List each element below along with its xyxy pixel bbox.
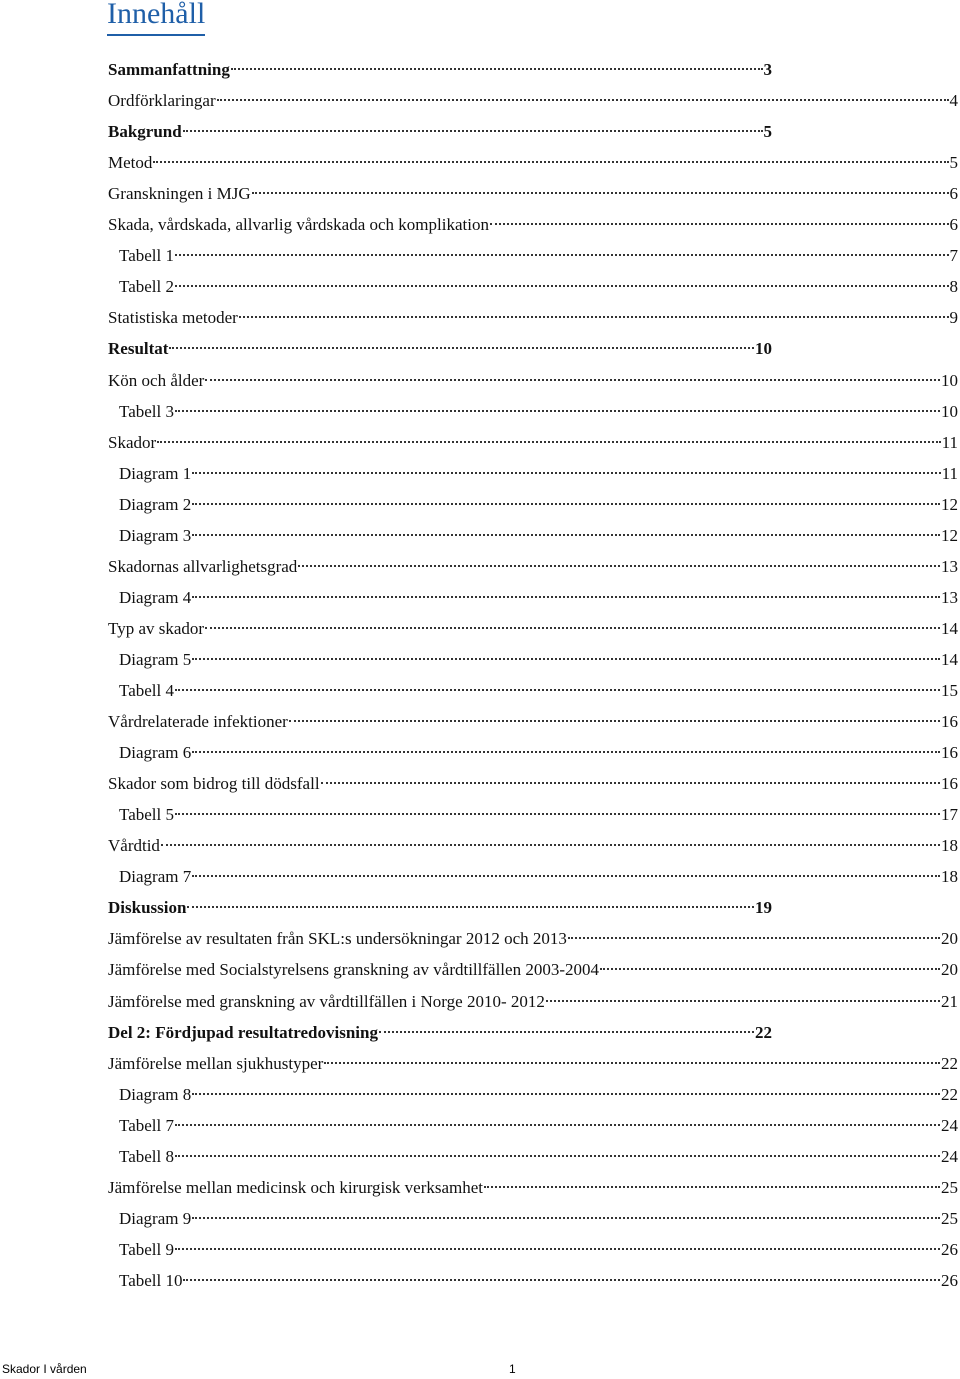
toc-entry-label: Jämförelse med Socialstyrelsens granskning av vårdtillfällen 2003-2004 xyxy=(108,960,599,980)
toc-dot-leader xyxy=(192,751,940,753)
toc-entry[interactable] xyxy=(119,679,958,703)
toc-entry-label: Skada, vårdskada, allvarlig vårdskada och komplikation xyxy=(108,215,489,235)
toc-entry-page-number: 17 xyxy=(941,805,958,825)
toc-dot-leader xyxy=(217,99,949,101)
toc-dot-leader xyxy=(183,1279,940,1281)
toc-entry-label: Diagram 3 xyxy=(119,525,192,545)
toc-entry-label: Tabell 7 xyxy=(119,1115,174,1135)
toc-entry-page-number: 10 xyxy=(941,401,958,421)
toc-entry-page-number: 18 xyxy=(941,836,958,856)
toc-entry[interactable] xyxy=(119,462,958,486)
toc-entry-page-number: 26 xyxy=(941,1270,958,1290)
toc-entry-page-number: 14 xyxy=(941,618,958,638)
toc-entry[interactable] xyxy=(119,1207,958,1231)
toc-entry-page-number: 20 xyxy=(941,960,958,980)
toc-entry-label: Tabell 3 xyxy=(119,401,174,421)
toc-entry[interactable] xyxy=(108,617,958,641)
toc-entry-label: Kön och ålder xyxy=(108,370,205,390)
toc-entry[interactable] xyxy=(119,865,958,889)
toc-dot-leader xyxy=(205,379,940,381)
toc-dot-leader xyxy=(321,782,940,784)
toc-entry[interactable] xyxy=(119,1238,958,1262)
toc-entry[interactable] xyxy=(108,927,958,951)
toc-dot-leader xyxy=(169,347,754,349)
toc-entry[interactable] xyxy=(119,493,958,517)
toc-entry-page-number: 13 xyxy=(941,556,958,576)
toc-entry-page-number: 18 xyxy=(941,867,958,887)
toc-entry-label: Sammanfattning xyxy=(108,60,230,79)
toc-dot-leader xyxy=(600,968,940,970)
toc-entry-page-number: 9 xyxy=(949,308,958,328)
toc-entry[interactable] xyxy=(119,803,958,827)
toc-dot-leader xyxy=(484,1186,940,1188)
toc-entry[interactable] xyxy=(108,89,958,113)
toc-entry-label: Typ av skador xyxy=(108,618,205,638)
toc-entry[interactable] xyxy=(119,244,958,268)
toc-entry-label: Skador som bidrog till dödsfall xyxy=(108,774,320,794)
toc-entry-label: Tabell 8 xyxy=(119,1146,174,1166)
toc-entry-page-number: 12 xyxy=(941,494,958,514)
toc-dot-leader xyxy=(192,534,940,536)
toc-dot-leader xyxy=(568,937,940,939)
toc-entry-page-number: 15 xyxy=(941,681,958,700)
toc-entry-label: Diskussion xyxy=(108,898,187,918)
toc-entry[interactable] xyxy=(119,275,958,299)
toc-dot-leader xyxy=(324,1062,940,1064)
toc-entry[interactable] xyxy=(108,710,958,734)
toc-dot-leader xyxy=(175,410,940,412)
toc-entry[interactable] xyxy=(119,586,958,610)
toc-entry-page-number: 21 xyxy=(941,991,958,1011)
toc-entry-label: Diagram 9 xyxy=(119,1208,192,1228)
toc-entry[interactable] xyxy=(108,58,772,82)
toc-entry-page-number: 16 xyxy=(941,743,958,763)
toc-entry-page-number: 22 xyxy=(755,1022,772,1042)
toc-entry[interactable] xyxy=(108,182,958,206)
toc-entry-page-number: 6 xyxy=(949,184,958,204)
toc-entry[interactable] xyxy=(108,1176,958,1200)
footer-page-number: 1 xyxy=(509,1362,516,1376)
toc-entry-label: Tabell 2 xyxy=(119,277,174,297)
toc-entry-page-number: 10 xyxy=(941,370,958,390)
toc-dot-leader xyxy=(175,285,949,287)
toc-entry-label: Jämförelse med granskning av vårdtillfällen i Norge 2010- 2012 xyxy=(108,991,545,1011)
toc-entry-page-number: 5 xyxy=(949,153,958,173)
toc-dot-leader xyxy=(546,1000,940,1002)
toc-entry[interactable] xyxy=(119,741,958,765)
toc-dot-leader xyxy=(192,503,940,505)
toc-entry-label: Diagram 6 xyxy=(119,743,192,763)
toc-entry-label: Vårdtid xyxy=(108,836,160,856)
toc-entry[interactable] xyxy=(119,400,958,424)
toc-dot-leader xyxy=(175,254,949,256)
toc-entry-page-number: 12 xyxy=(941,525,958,545)
toc-entry[interactable] xyxy=(119,1145,958,1169)
toc-entry-label: Jämförelse mellan sjukhustyper xyxy=(108,1053,324,1073)
toc-dot-leader xyxy=(205,627,940,629)
toc-entry-label: Diagram 2 xyxy=(119,494,192,514)
toc-entry-label: Tabell 4 xyxy=(119,681,174,700)
toc-entry-page-number: 24 xyxy=(941,1115,958,1135)
toc-entry-page-number: 13 xyxy=(941,587,958,607)
toc-dot-leader xyxy=(153,161,948,163)
footer-document-title: Skador I vården xyxy=(2,1362,87,1376)
toc-entry-page-number: 11 xyxy=(941,432,958,452)
toc-entry-page-number: 5 xyxy=(763,122,772,142)
toc-entry-page-number: 26 xyxy=(941,1239,958,1259)
toc-entry-page-number: 22 xyxy=(941,1053,958,1073)
toc-entry-page-number: 11 xyxy=(941,463,958,483)
toc-entry-label: Skadornas allvarlighetsgrad xyxy=(108,556,298,576)
toc-entry-label: Tabell 5 xyxy=(119,805,174,825)
toc-entry[interactable] xyxy=(119,1269,958,1293)
toc-entry-label: Bakgrund xyxy=(108,122,182,142)
toc-entry[interactable] xyxy=(108,990,958,1014)
toc-dot-leader xyxy=(490,223,949,225)
page-title: Innehåll xyxy=(107,0,205,36)
toc-entry-label: Jämförelse mellan medicinsk och kirurgisk verksamhet xyxy=(108,1177,484,1197)
toc-entry[interactable] xyxy=(108,772,958,796)
toc-dot-leader xyxy=(157,441,940,443)
toc-dot-leader xyxy=(252,192,949,194)
toc-entry[interactable] xyxy=(119,648,958,672)
toc-dot-leader xyxy=(175,1155,940,1157)
toc-entry-label: Metod xyxy=(108,153,153,173)
toc-entry-label: Diagram 8 xyxy=(119,1084,192,1104)
toc-dot-leader xyxy=(192,596,940,598)
toc-dot-leader xyxy=(192,1217,940,1219)
toc-entry-label: Diagram 5 xyxy=(119,649,192,669)
toc-entry[interactable] xyxy=(108,1021,772,1045)
toc-entry-label: Granskningen i MJG xyxy=(108,184,251,204)
toc-entry-page-number: 14 xyxy=(941,649,958,669)
toc-entry-page-number: 22 xyxy=(941,1084,958,1104)
toc-entry[interactable] xyxy=(108,834,958,858)
toc-dot-leader xyxy=(175,689,940,691)
toc-dot-leader xyxy=(192,875,940,877)
toc-entry-label: Del 2: Fördjupad resultatredovisning xyxy=(108,1022,378,1042)
toc-entry[interactable] xyxy=(108,369,958,393)
toc-entry-label: Tabell 1 xyxy=(119,246,174,266)
toc-entry[interactable] xyxy=(108,213,958,237)
toc-dot-leader xyxy=(175,1124,940,1126)
toc-entry-page-number: 16 xyxy=(941,774,958,794)
toc-entry-page-number: 19 xyxy=(755,898,772,918)
toc-entry-label: Diagram 1 xyxy=(119,463,192,483)
toc-entry-label: Tabell 9 xyxy=(119,1239,174,1259)
toc-entry-page-number: 20 xyxy=(941,929,958,949)
toc-entry[interactable] xyxy=(108,151,958,175)
toc-dot-leader xyxy=(289,720,940,722)
toc-entry-label: Tabell 10 xyxy=(119,1270,183,1290)
toc-dot-leader xyxy=(192,1093,940,1095)
toc-entry[interactable] xyxy=(108,1052,958,1076)
toc-dot-leader xyxy=(231,68,763,70)
toc-entry-label: Jämförelse av resultaten från SKL:s undersökningar 2012 och 2013 xyxy=(108,929,567,949)
toc-dot-leader xyxy=(379,1031,754,1033)
toc-entry-page-number: 3 xyxy=(763,60,772,79)
toc-entry-page-number: 4 xyxy=(949,91,958,111)
toc-entry-page-number: 10 xyxy=(755,339,772,359)
toc-entry-label: Skador xyxy=(108,432,157,452)
toc-dot-leader xyxy=(192,658,940,660)
toc-entry[interactable] xyxy=(108,555,958,579)
toc-entry[interactable] xyxy=(119,1083,958,1107)
toc-entry[interactable] xyxy=(108,958,958,982)
toc-entry[interactable] xyxy=(108,431,958,455)
toc-entry-label: Resultat xyxy=(108,339,169,359)
toc-entry[interactable] xyxy=(108,896,772,920)
toc-dot-leader xyxy=(187,906,754,908)
toc-entry-page-number: 16 xyxy=(941,712,958,732)
toc-entry-page-number: 8 xyxy=(949,277,958,297)
toc-dot-leader xyxy=(175,1248,940,1250)
toc-entry-page-number: 24 xyxy=(941,1146,958,1166)
toc-entry-page-number: 25 xyxy=(941,1177,958,1197)
toc-dot-leader xyxy=(175,813,940,815)
toc-dot-leader xyxy=(183,130,763,132)
toc-entry-label: Diagram 7 xyxy=(119,867,192,887)
toc-dot-leader xyxy=(239,316,949,318)
toc-entry-label: Ordförklaringar xyxy=(108,91,216,111)
toc-entry-label: Diagram 4 xyxy=(119,587,192,607)
toc-entry-page-number: 7 xyxy=(949,246,958,266)
toc-entry-page-number: 25 xyxy=(941,1208,958,1228)
toc-entry-label: Statistiska metoder xyxy=(108,308,238,328)
toc-dot-leader xyxy=(192,472,940,474)
toc-dot-leader xyxy=(298,565,940,567)
toc-entry-label: Vårdrelaterade infektioner xyxy=(108,712,288,732)
toc-entry[interactable] xyxy=(108,120,772,144)
toc-entry[interactable] xyxy=(119,524,958,548)
toc-entry[interactable] xyxy=(108,306,958,330)
toc-dot-leader xyxy=(161,844,940,846)
toc-entry-page-number: 6 xyxy=(949,215,958,235)
toc-entry[interactable] xyxy=(108,337,772,361)
toc-entry[interactable] xyxy=(119,1114,958,1138)
